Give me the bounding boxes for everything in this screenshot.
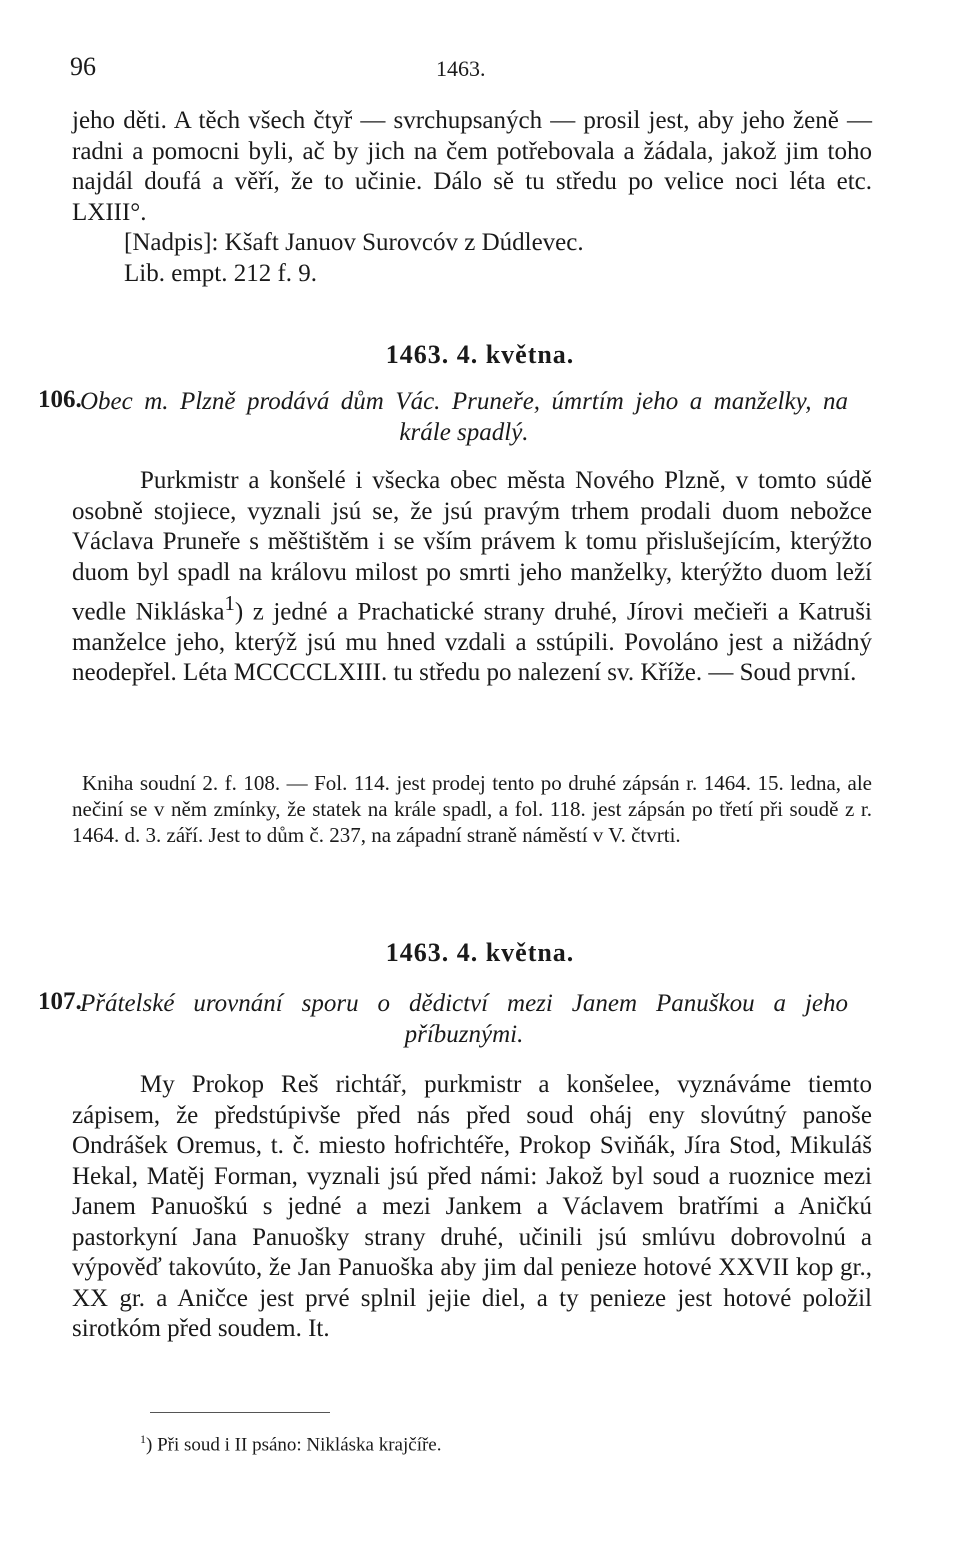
previous-entry-title-note: [Nadpis]: Kšaft Januov Surovcóv z Dúdlevec. bbox=[124, 229, 584, 256]
previous-entry-text: jeho děti. A těch všech čtyř — svrchupsaných — prosil jest, aby jeho ženě — radni a pomocni byli, ač by jich na čem potřebovala a žádala, jakož jim toho najdál doufá a věří, že to učinie. Dálo sě tu středu po velice noci léta etc. LXIII°. bbox=[72, 107, 872, 226]
running-head bbox=[70, 52, 870, 82]
entry-106-text-part-2: ) z jedné a Prachatické strany druhé, Jírovi mečieři a Katruši manželce jeho, kterýž jsú mu hned vzdali a sstúpili. Povoláno jest a nižádný neodepřel. Léta MCCCCLXIII. tu středu po nalezení sv. Kříže. — Soud první. bbox=[72, 598, 872, 687]
footnote-reference: 1 bbox=[224, 591, 235, 615]
entry-107-body bbox=[72, 1070, 872, 1345]
entry-107-text: My Prokop Reš richtář, purkmistr a konšelee, vyznáváme tiemto zápisem, že předstúpivše před nás před soud oháj eny slovútný panoše Ondrášek Oremus, t. č. miesto hofrichtéře, Prokop Sviňák, Jíra Stod, Mikuláš Hekal, Matěj Forman, vyznali jsú před námi: Jakož byl soud a ruoznice mezi Janem Panuoškú s jedné a mezi Jankem a Václavem bratřími a Aničkú pastorkyní Jana Panuošky strany druhé, učinili jsú smlúvu dobrovolnú a výpověď takovúto, že Jan Panuoška aby jim dal penieze hotové XXVII kop gr., XX gr. a Aničce jest prvé splnil jejie diel, a ty penieze jest hotové položil sirotkóm před soudem. It. bbox=[72, 1071, 872, 1342]
entry-107-number: 107. bbox=[38, 988, 82, 1015]
footnote-rule bbox=[150, 1412, 330, 1413]
entry-106-text bbox=[72, 466, 872, 689]
entry-107-date: 1463. 4. května. bbox=[385, 938, 575, 967]
previous-entry-source: Lib. empt. 212 f. 9. bbox=[124, 259, 318, 287]
footnote-text: ) Při soud i II psáno: Nikláska krajčíře. bbox=[146, 1434, 442, 1456]
running-year: 1463. bbox=[436, 56, 486, 81]
page-number: 96 bbox=[70, 52, 96, 81]
previous-entry-ending bbox=[72, 106, 872, 289]
entry-106-note-text: Kniha soudní 2. f. 108. — Fol. 114. jest prodej tento po druhé zápsán r. 1464. 15. ledna, ale nečiní se v něm zmínky, že statek na krále spadl, a fol. 118. jest zápsán po třetí při soudě z r. 1464. d. 3. září. Jest to dům č. 237, na západní straně náměstí v V. čtvrti. bbox=[72, 771, 872, 847]
entry-106-title: Obec m. Plzně prodává dům Vác. Pruneře, úmrtím jeho a manželky, na krále spadlý. bbox=[80, 388, 848, 446]
entry-106-body bbox=[72, 466, 872, 689]
entry-106-source-note bbox=[72, 770, 872, 848]
entry-106-date: 1463. 4. května. bbox=[385, 340, 575, 369]
footnote bbox=[140, 1432, 840, 1456]
entry-106-text-part-1: Purkmistr a konšelé i všecka obec města Nového Plzně, v tomto súdě osobně stojiece, vyznali jsú se, že jsú pravým trhem prodali duom nebožce Václava Pruneře s měštištěm i se vším právem k tomu přislušejícím, kterýžto duom byl spadl na královu milost po smrti jeho manželky, kterýžto duom leží vedle Nikláska bbox=[72, 467, 872, 626]
entry-106-number: 106. bbox=[38, 386, 82, 413]
footnote-mark: 1 bbox=[140, 1432, 146, 1446]
entry-107-heading bbox=[38, 988, 848, 1050]
entry-107-title: Přátelské urovnání sporu o dědictví mezi Janem Panuškou a jeho příbuznými. bbox=[80, 990, 848, 1048]
entry-106-heading bbox=[38, 386, 848, 448]
